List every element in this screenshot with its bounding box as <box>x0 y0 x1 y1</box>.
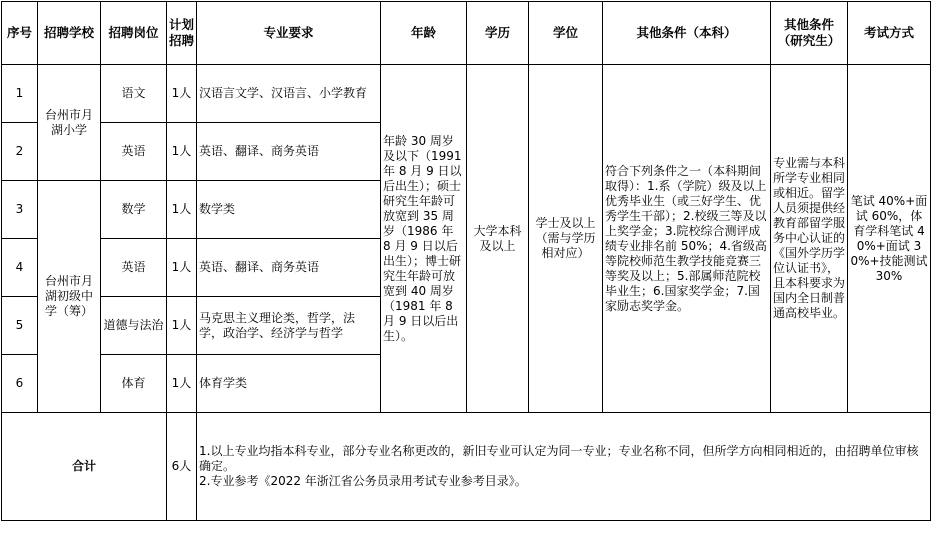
row-seq: 4 <box>2 239 38 297</box>
header-education: 学历 <box>467 2 529 65</box>
education-cell: 大学本科及以上 <box>467 65 529 413</box>
row-position: 道德与法治 <box>101 297 167 355</box>
total-label: 合计 <box>2 413 167 521</box>
row-major: 体育学类 <box>197 355 381 413</box>
header-degree: 学位 <box>529 2 603 65</box>
header-exam: 考试方式 <box>848 2 931 65</box>
row-seq: 5 <box>2 297 38 355</box>
note-1: 1.以上专业均指本科专业，部分专业名称更改的，新旧专业可认定为同一专业；专业名称不同，但所学方向相同相近的，由招聘单位审核确定。 <box>199 444 919 473</box>
row-major: 马克思主义理论类，哲学，法学，政治学、经济学与哲学 <box>197 297 381 355</box>
row-plan: 1人 <box>167 123 197 181</box>
row-plan: 1人 <box>167 181 197 239</box>
header-seq: 序号 <box>2 2 38 65</box>
row-seq: 2 <box>2 123 38 181</box>
row-major: 英语、翻译、商务英语 <box>197 123 381 181</box>
row-position: 体育 <box>101 355 167 413</box>
header-school: 招聘学校 <box>38 2 101 65</box>
total-row <box>2 413 931 521</box>
note-2: 2.专业参考《2022 年浙江省公务员录用考试专业参考目录》。 <box>199 474 527 488</box>
row-plan: 1人 <box>167 355 197 413</box>
total-plan: 6人 <box>167 413 197 521</box>
row-seq: 1 <box>2 65 38 123</box>
row-plan: 1人 <box>167 297 197 355</box>
school-cell: 台州市月湖小学 <box>38 65 101 181</box>
school-cell: 台州市月湖初级中学（筹） <box>38 181 101 413</box>
exam-cell: 笔试 40%+面试 60%，体育学科笔试 40%+面试 30%+技能测试 30% <box>848 65 931 413</box>
row-major: 汉语言文学、汉语言、小学教育 <box>197 65 381 123</box>
recruitment-table <box>1 1 931 521</box>
header-age: 年龄 <box>381 2 467 65</box>
row-plan: 1人 <box>167 239 197 297</box>
header-other-undergrad: 其他条件（本科） <box>603 2 771 65</box>
notes-cell <box>197 413 931 521</box>
table-row <box>2 65 931 123</box>
age-cell: 年龄 30 周岁及以下（1991 年 8 月 9 日以后出生）；硕士研究生年龄可放宽到 35 周岁（1986 年 8 月 9 日以后出生）；博士研究生年龄可放宽到 40 周岁（1981 年 8 月 9 日以后出生）。 <box>381 65 467 413</box>
row-major: 数学类 <box>197 181 381 239</box>
other-grad-cell: 专业需与本科所学专业相同或相近。留学人员须提供经教育部留学服务中心认证的《国外学历学位认证书》，且本科要求为国内全日制普通高校毕业。 <box>771 65 848 413</box>
row-position: 英语 <box>101 239 167 297</box>
header-major: 专业要求 <box>197 2 381 65</box>
header-plan: 计划招聘 <box>167 2 197 65</box>
row-seq: 6 <box>2 355 38 413</box>
degree-cell: 学士及以上（需与学历相对应） <box>529 65 603 413</box>
header-row <box>2 2 931 65</box>
other-undergrad-cell: 符合下列条件之一（本科期间取得）：1.系（学院）级及以上优秀毕业生（或三好学生、优秀学生干部）；2.校级三等及以上奖学金；3.院校综合测评成绩专业排名前 50%；4.省级高等院校师范生教学技能竞赛三等奖及以上；5.部属师范院校毕业生；6.国家奖学金；7.国家励志奖学金。 <box>603 65 771 413</box>
row-position: 数学 <box>101 181 167 239</box>
row-plan: 1人 <box>167 65 197 123</box>
row-position: 语文 <box>101 65 167 123</box>
header-other-grad: 其他条件（研究生） <box>771 2 848 65</box>
row-seq: 3 <box>2 181 38 239</box>
row-major: 英语、翻译、商务英语 <box>197 239 381 297</box>
row-position: 英语 <box>101 123 167 181</box>
header-position: 招聘岗位 <box>101 2 167 65</box>
